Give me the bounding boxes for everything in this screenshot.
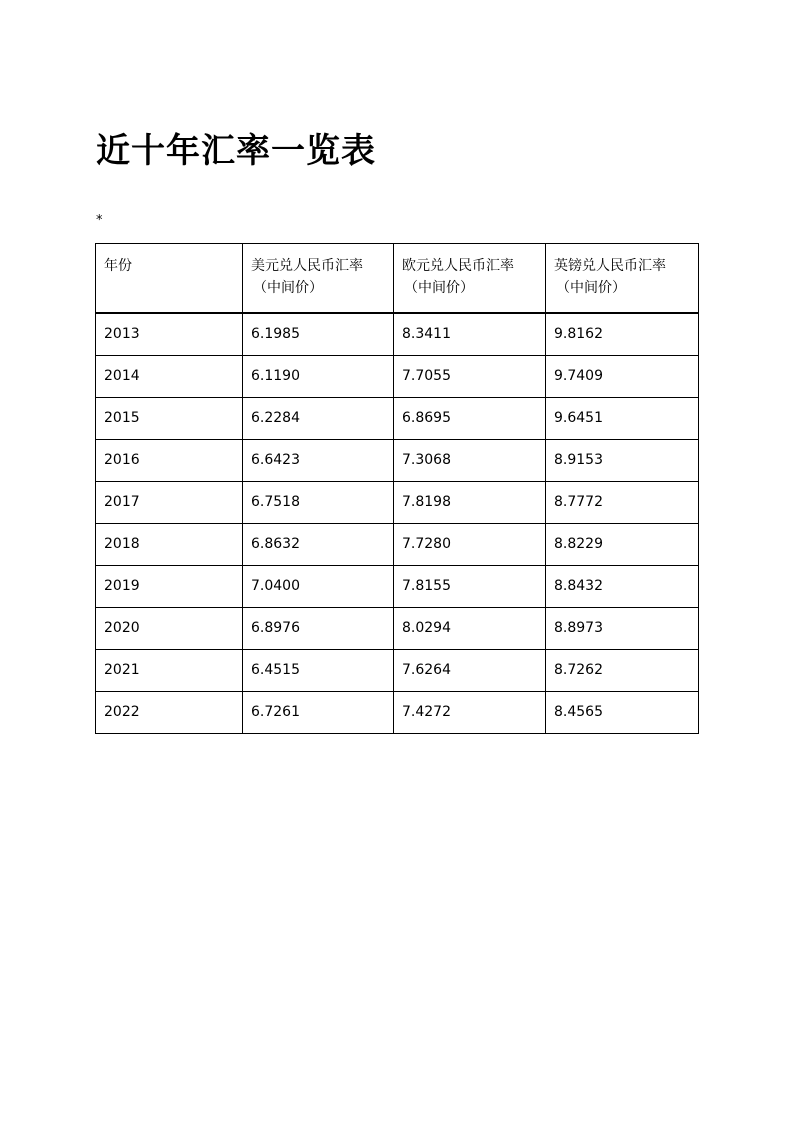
cell-usd: 6.1190 bbox=[243, 355, 394, 397]
table-row bbox=[96, 691, 699, 733]
cell-eur: 7.6264 bbox=[394, 649, 546, 691]
header-usd-label: 美元兑人民币汇率 bbox=[251, 258, 363, 274]
footnote-marker: * bbox=[96, 213, 103, 228]
header-eur-label: 欧元兑人民币汇率 bbox=[402, 258, 514, 274]
cell-year: 2022 bbox=[96, 691, 243, 733]
cell-gbp: 9.7409 bbox=[546, 355, 699, 397]
header-usd bbox=[243, 244, 394, 313]
header-year-label: 年份 bbox=[104, 258, 132, 274]
table-row bbox=[96, 481, 699, 523]
cell-eur: 7.8155 bbox=[394, 565, 546, 607]
table-row bbox=[96, 565, 699, 607]
cell-usd: 6.6423 bbox=[243, 439, 394, 481]
table-row bbox=[96, 439, 699, 481]
table-row bbox=[96, 607, 699, 649]
cell-usd: 6.1985 bbox=[243, 313, 394, 356]
cell-gbp: 8.7262 bbox=[546, 649, 699, 691]
cell-eur: 7.7055 bbox=[394, 355, 546, 397]
cell-usd: 6.8976 bbox=[243, 607, 394, 649]
cell-year: 2016 bbox=[96, 439, 243, 481]
cell-gbp: 8.8973 bbox=[546, 607, 699, 649]
table-row bbox=[96, 397, 699, 439]
cell-year: 2021 bbox=[96, 649, 243, 691]
cell-year: 2017 bbox=[96, 481, 243, 523]
table-header-row bbox=[96, 244, 699, 313]
cell-year: 2014 bbox=[96, 355, 243, 397]
table-row bbox=[96, 355, 699, 397]
header-usd-sublabel: （中间价） bbox=[253, 280, 323, 296]
header-gbp bbox=[546, 244, 699, 313]
cell-eur: 8.0294 bbox=[394, 607, 546, 649]
exchange-rate-table bbox=[95, 243, 699, 734]
cell-year: 2015 bbox=[96, 397, 243, 439]
cell-gbp: 8.7772 bbox=[546, 481, 699, 523]
cell-eur: 7.7280 bbox=[394, 523, 546, 565]
cell-eur: 7.8198 bbox=[394, 481, 546, 523]
cell-usd: 6.8632 bbox=[243, 523, 394, 565]
cell-gbp: 8.8432 bbox=[546, 565, 699, 607]
cell-usd: 6.7518 bbox=[243, 481, 394, 523]
cell-year: 2019 bbox=[96, 565, 243, 607]
table-row bbox=[96, 313, 699, 356]
cell-usd: 7.0400 bbox=[243, 565, 394, 607]
header-gbp-sublabel: （中间价） bbox=[556, 280, 626, 296]
cell-usd: 6.4515 bbox=[243, 649, 394, 691]
cell-eur: 6.8695 bbox=[394, 397, 546, 439]
header-eur bbox=[394, 244, 546, 313]
cell-gbp: 9.6451 bbox=[546, 397, 699, 439]
cell-eur: 7.4272 bbox=[394, 691, 546, 733]
cell-usd: 6.7261 bbox=[243, 691, 394, 733]
cell-gbp: 8.9153 bbox=[546, 439, 699, 481]
page-title: 近十年汇率一览表 bbox=[96, 131, 376, 171]
header-year bbox=[96, 244, 243, 313]
header-eur-sublabel: （中间价） bbox=[404, 280, 474, 296]
cell-gbp: 9.8162 bbox=[546, 313, 699, 356]
cell-gbp: 8.4565 bbox=[546, 691, 699, 733]
table-row bbox=[96, 523, 699, 565]
cell-year: 2020 bbox=[96, 607, 243, 649]
cell-usd: 6.2284 bbox=[243, 397, 394, 439]
table-row bbox=[96, 649, 699, 691]
cell-year: 2013 bbox=[96, 313, 243, 356]
cell-eur: 8.3411 bbox=[394, 313, 546, 356]
cell-gbp: 8.8229 bbox=[546, 523, 699, 565]
cell-year: 2018 bbox=[96, 523, 243, 565]
cell-eur: 7.3068 bbox=[394, 439, 546, 481]
header-gbp-label: 英镑兑人民币汇率 bbox=[554, 258, 666, 274]
